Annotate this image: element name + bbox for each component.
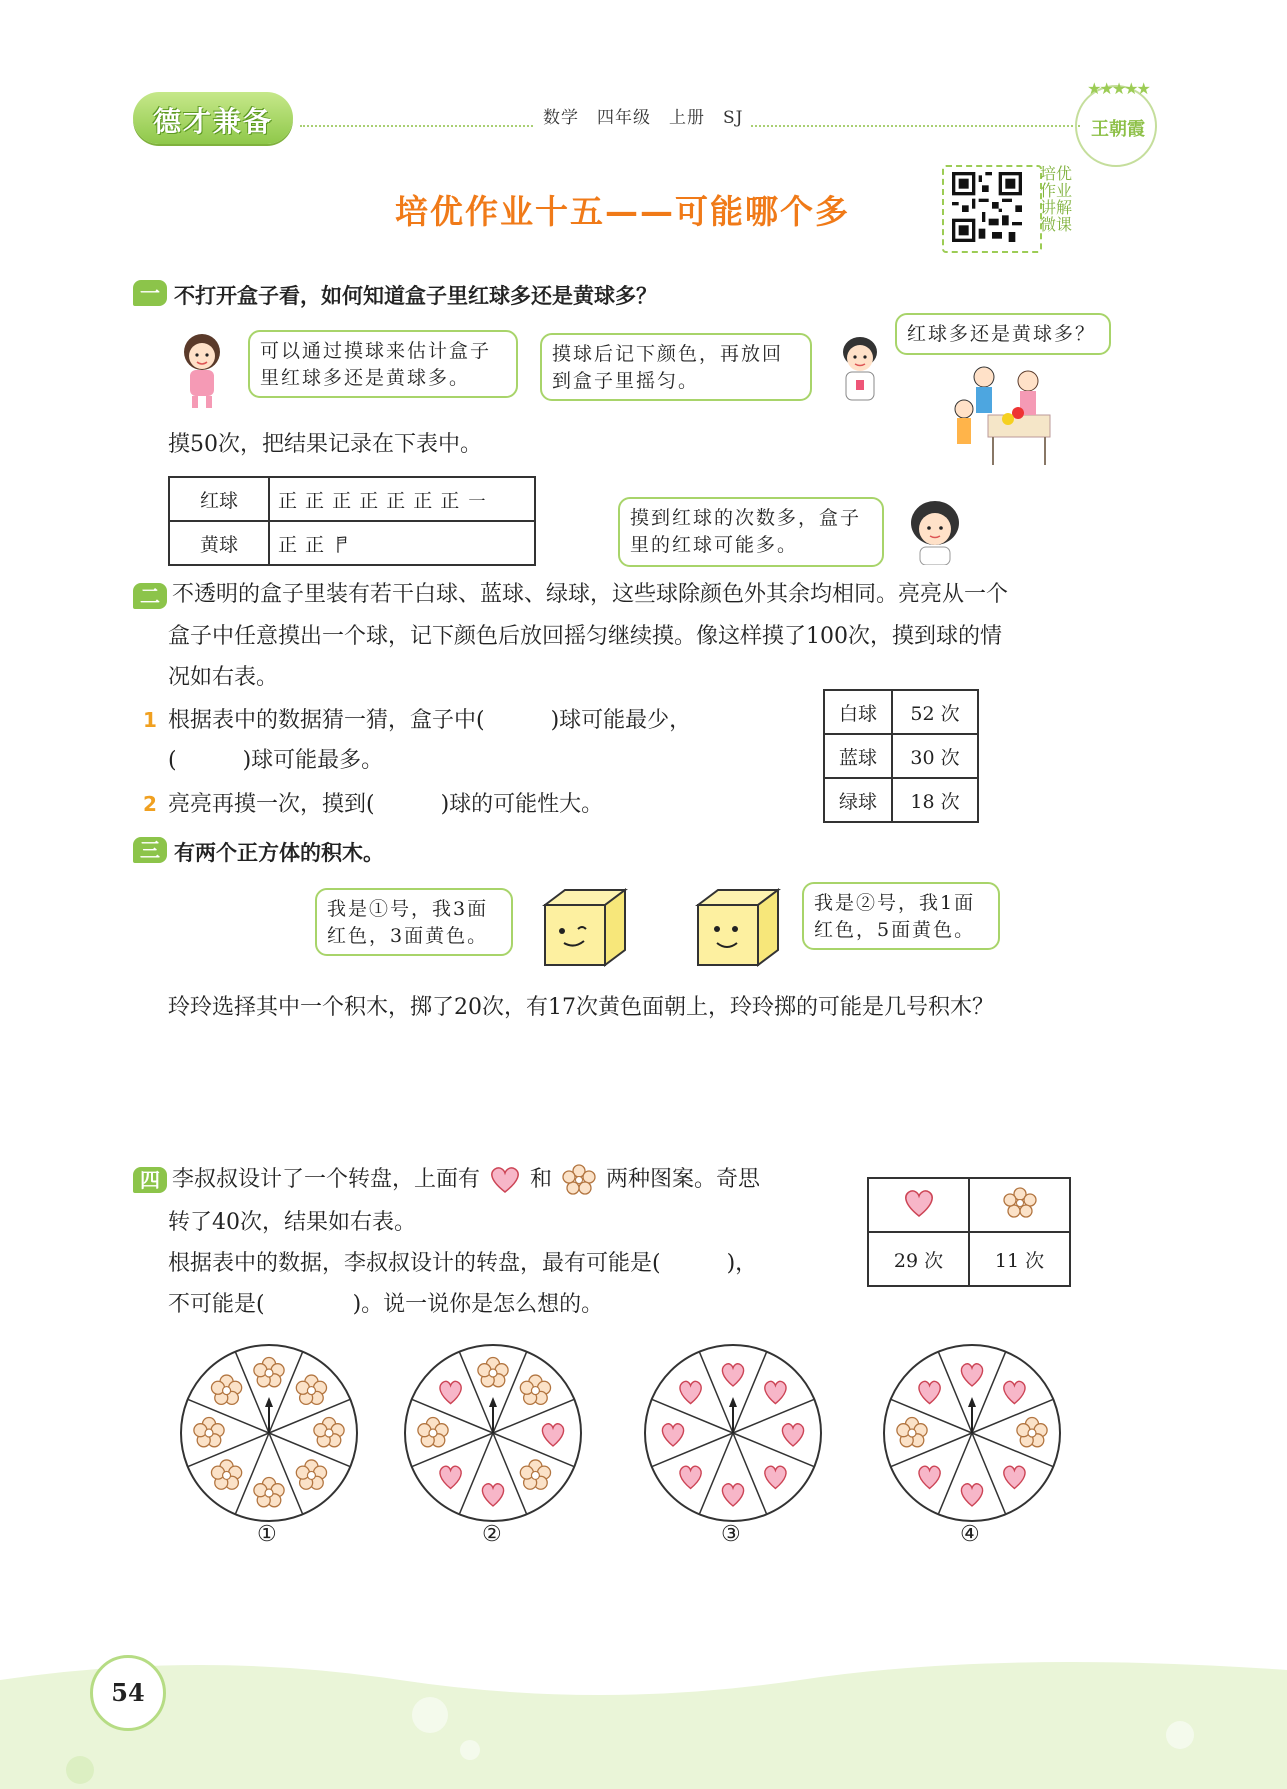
- footer-decoration: [0, 1640, 1287, 1789]
- table-cell-tally: 正 正 正 正 正 正 正 ㇐: [269, 477, 535, 521]
- cube-1-illustration: [540, 885, 630, 975]
- spinner-2: [405, 1345, 581, 1521]
- q2-text-line1: 不透明的盒子里装有若干白球、蓝球、绿球，这些球除颜色外其余均相同。亮亮从一个: [172, 582, 1009, 607]
- spinner-4: [884, 1345, 1060, 1521]
- section-badge-1: 一: [133, 280, 167, 306]
- q4-line1: [172, 1160, 760, 1200]
- table-row: [824, 778, 978, 822]
- spinner-1: [181, 1345, 357, 1521]
- q2-text-line2: 盒子中任意摸出一个球，记下颜色后放回摇匀继续摸。像这样摸了100次，摸到球的情: [168, 624, 1002, 649]
- speech-bubble-girl: 可以通过摸球来估计盒子里红球多还是黄球多。: [248, 330, 518, 398]
- page-number: 54: [90, 1655, 166, 1731]
- table-cell-label: 绿球: [824, 778, 892, 822]
- table-row: [169, 521, 535, 565]
- q4-line1-c: 两种图案。奇思: [606, 1167, 761, 1192]
- table-row: [824, 734, 978, 778]
- table-cell-heart: [868, 1178, 969, 1232]
- spinners-group: [160, 1325, 1080, 1545]
- table-cell-label: 蓝球: [824, 734, 892, 778]
- q4-line1-a: 李叔叔设计了一个转盘，上面有: [172, 1167, 481, 1192]
- q4-line3: 根据表中的数据，李叔叔设计的转盘，最有可能是( )，: [168, 1251, 758, 1276]
- boy-illustration: [830, 330, 890, 410]
- speech-bubble-group: 红球多还是黄球多？: [895, 313, 1111, 355]
- publisher-seal: [1075, 79, 1157, 167]
- tally-table: [168, 476, 536, 566]
- q4-line1-b: 和: [530, 1167, 553, 1192]
- seal-stars-icon: ★★★★★: [1087, 79, 1149, 98]
- speech-bubble-cube2: 我是②号，我1面红色，5面黄色。: [802, 882, 1000, 950]
- speech-bubble-cube1: 我是①号，我3面红色，3面黄色。: [315, 888, 513, 956]
- table-cell-flower: [969, 1178, 1070, 1232]
- table-cell-label: 黄球: [169, 521, 269, 565]
- table-cell-count: 30 次: [892, 734, 978, 778]
- qr-label: 培优作业讲解微课: [1040, 164, 1073, 234]
- girl-illustration: [170, 330, 234, 410]
- speech-bubble-girl2: 摸到红球的次数多，盒子里的红球可能多。: [618, 497, 884, 567]
- cube-2-illustration: [693, 885, 783, 975]
- page-title: 培优作业十五——可能哪个多: [395, 192, 850, 231]
- header-meta: 数学 四年级 上册 SJ: [535, 103, 751, 128]
- table-cell-tally: 正 正 𠁣: [269, 521, 535, 565]
- heart-icon: [487, 1165, 523, 1195]
- series-logo: [133, 92, 293, 144]
- sub-question-number: 2: [143, 792, 157, 816]
- q3-question: 玲玲选择其中一个积木，掷了20次，有17次黄色面朝上，玲玲掷的可能是几号积木？: [168, 995, 994, 1020]
- q4-line4: 不可能是( )。说一说你是怎么想的。: [168, 1292, 604, 1317]
- flower-icon: [1000, 1186, 1040, 1220]
- girl2-illustration: [900, 495, 970, 565]
- table-cell-label: 白球: [824, 690, 892, 734]
- spinner-3: [645, 1345, 821, 1521]
- q2-sub1-line2: ( )球可能最多。: [168, 748, 384, 773]
- q2-sub2-text: 亮亮再摸一次，摸到( )球的可能性大。: [168, 792, 604, 817]
- speech-bubble-boy: 摸球后记下颜色，再放回到盒子里摇匀。: [540, 333, 812, 401]
- children-group-illustration: [948, 365, 1058, 467]
- flower-icon: [559, 1163, 599, 1197]
- table-cell-count: 18 次: [892, 778, 978, 822]
- spinner-label: ③: [721, 1522, 741, 1547]
- table-cell-count: 29 次: [868, 1232, 969, 1286]
- table-row: [169, 477, 535, 521]
- series-logo-text: 德才兼备: [153, 105, 274, 138]
- spinner-result-table: [867, 1177, 1071, 1287]
- q2-sub1-line1: 根据表中的数据猜一猜，盒子中( )球可能最少，: [168, 708, 692, 733]
- q2-text-line3: 况如右表。: [168, 665, 279, 690]
- section-badge-2: 二: [133, 583, 167, 609]
- ball-count-table: [823, 689, 979, 823]
- table-row: [824, 690, 978, 734]
- spinner-label: ①: [257, 1522, 277, 1547]
- q1-title: 不打开盒子看，如何知道盒子里红球多还是黄球多？: [174, 284, 657, 308]
- qr-code-icon[interactable]: [952, 172, 1022, 242]
- table-cell-count: 11 次: [969, 1232, 1070, 1286]
- heart-icon: [901, 1187, 937, 1219]
- q1-instruction: 摸50次，把结果记录在下表中。: [168, 432, 482, 457]
- sub-question-number: 1: [143, 708, 157, 732]
- table-cell-count: 52 次: [892, 690, 978, 734]
- spinner-label: ②: [482, 1522, 502, 1547]
- q3-title: 有两个正方体的积木。: [174, 841, 384, 865]
- section-badge-3: 三: [133, 837, 167, 863]
- table-row: [868, 1178, 1070, 1232]
- spinner-label: ④: [960, 1522, 980, 1547]
- q4-line2: 转了40次，结果如右表。: [168, 1210, 416, 1235]
- table-row: [868, 1232, 1070, 1286]
- section-badge-4: 四: [133, 1167, 167, 1193]
- table-cell-label: 红球: [169, 477, 269, 521]
- seal-text: 王朝霞: [1091, 119, 1145, 140]
